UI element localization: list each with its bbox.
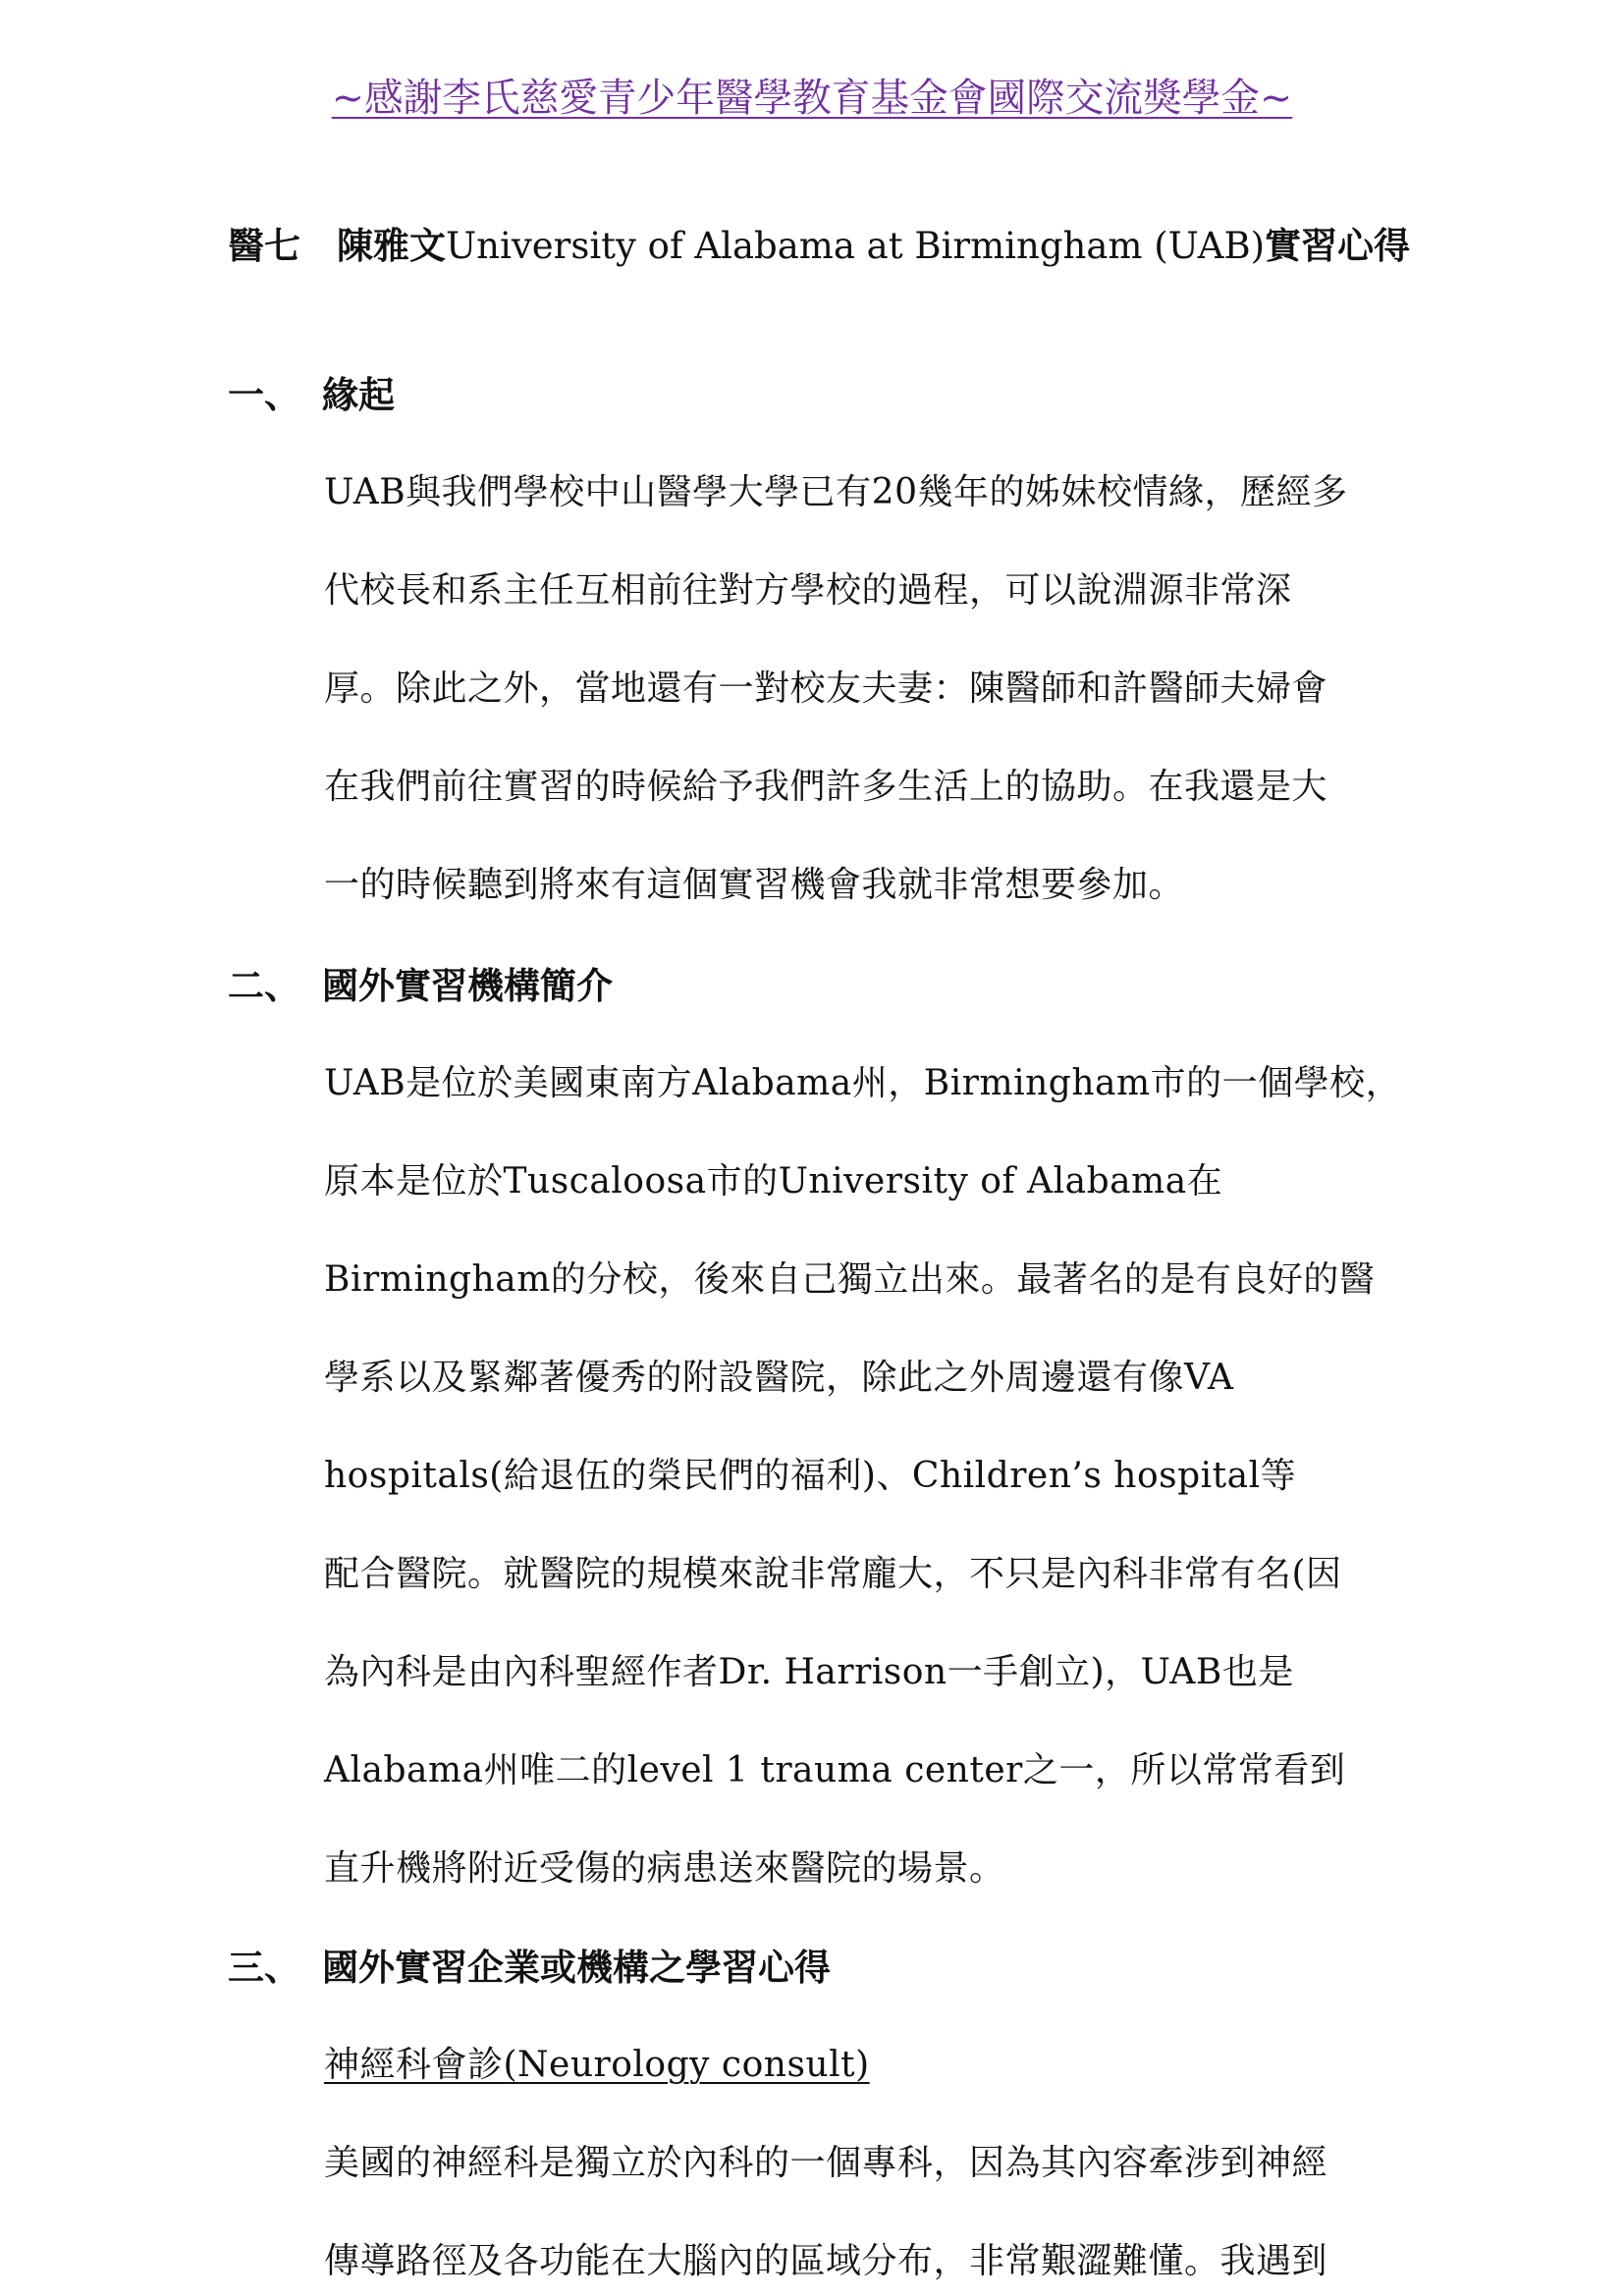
section-title: 國外實習機構簡介 bbox=[322, 964, 613, 1007]
paragraph-line: Birmingham的分校，後來自己獨立出來。最著名的是有良好的醫 bbox=[324, 1259, 1376, 1300]
report-subtitle bbox=[228, 218, 1410, 274]
section-heading-1 bbox=[228, 367, 395, 422]
paragraph-line: 美國的神經科是獨立於內科的一個專科，因為其內容牽涉到神經 bbox=[324, 2143, 1328, 2183]
paragraph-line: 直升機將附近受傷的病患送來醫院的場景。 bbox=[324, 1848, 1005, 1889]
paragraph-line: 在我們前往實習的時候給予我們許多生活上的協助。在我還是大 bbox=[324, 767, 1328, 807]
page-title: ~感謝李氏慈愛青少年醫學教育基金會國際交流獎學金~ bbox=[331, 76, 1293, 121]
paragraph-line: UAB是位於美國東南方Alabama州，Birmingham市的一個學校， bbox=[324, 1063, 1402, 1103]
paragraph-line: Alabama州唯二的level 1 trauma center之一，所以常常看到 bbox=[324, 1750, 1346, 1790]
section-number: 三、 bbox=[228, 1946, 300, 1989]
section-title: 國外實習企業或機構之學習心得 bbox=[322, 1946, 831, 1989]
subtitle-institution: University of Alabama at Birmingham (UAB) bbox=[446, 225, 1266, 267]
paragraph-line: 學系以及緊鄰著優秀的附設醫院，除此之外周邊還有像VA bbox=[324, 1358, 1234, 1398]
subtitle-suffix: 實習心得 bbox=[1265, 224, 1411, 267]
section-number: 二、 bbox=[228, 964, 300, 1007]
paragraph-line: 配合醫院。就醫院的規模來說非常龐大，不只是內科非常有名(因 bbox=[324, 1554, 1342, 1594]
paragraph-line: 厚。除此之外，當地還有一對校友夫妻：陳醫師和許醫師夫婦會 bbox=[324, 668, 1328, 709]
subtitle-author: 醫七 陳雅文 bbox=[228, 224, 446, 267]
section-heading-2 bbox=[228, 958, 613, 1013]
paragraph-line: 代校長和系主任互相前往對方學校的過程，可以說淵源非常深 bbox=[324, 570, 1292, 611]
paragraph-line: 為內科是由內科聖經作者Dr. Harrison一手創立)，UAB也是 bbox=[324, 1652, 1294, 1692]
paragraph-line: UAB與我們學校中山醫學大學已有20幾年的姊妹校情緣，歷經多 bbox=[324, 472, 1348, 512]
section-title: 緣起 bbox=[322, 373, 395, 416]
paragraph-line: 原本是位於Tuscaloosa市的University of Alabama在 bbox=[324, 1161, 1223, 1201]
section-number: 一、 bbox=[228, 373, 300, 416]
paragraph-line: hospitals(給退伍的榮民們的福利)、Children’s hospital等 bbox=[324, 1456, 1297, 1496]
paragraph-line: 傳導路徑及各功能在大腦內的區域分布，非常艱澀難懂。我遇到 bbox=[324, 2241, 1328, 2281]
paragraph-line: 一的時候聽到將來有這個實習機會我就非常想要參加。 bbox=[324, 865, 1185, 905]
subsection-heading: 神經科會診(Neurology consult) bbox=[324, 2045, 870, 2085]
section-heading-3 bbox=[228, 1940, 831, 1995]
